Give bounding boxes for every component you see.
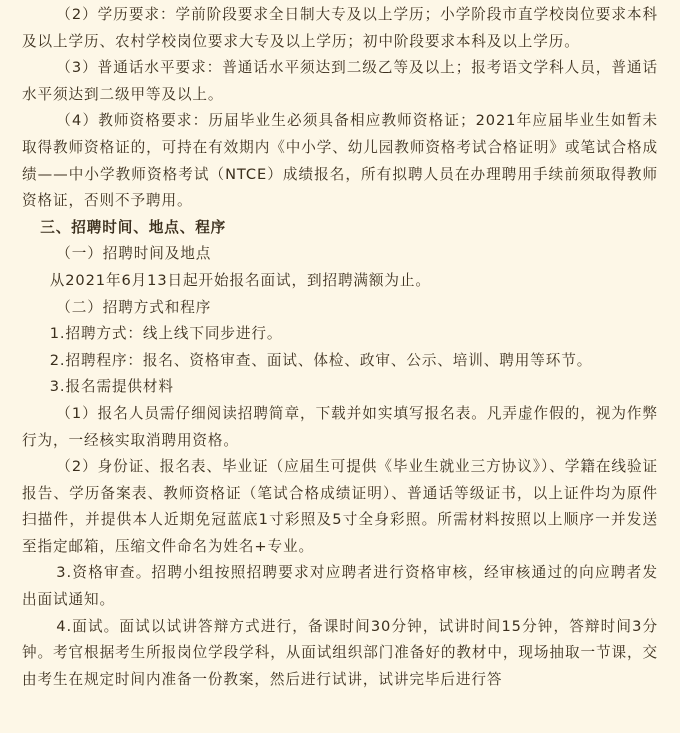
list-item-materials-form: （1）报名人员需仔细阅读招聘简章，下载并如实填写报名表。凡弄虚作假的，视为作弊行为，一经核实取消聘用资格。 (22, 404, 658, 449)
paragraph-education-requirement: （2）学历要求：学前阶段要求全日制大专及以上学历；小学阶段市直学校岗位要求本科及以上学历、农村学校岗位要求大专及以上学历；初中阶段要求本科及以上学历。 (22, 6, 658, 50)
paragraph-certificate-requirement: （4）教师资格要求：历届毕业生必须具备相应教师资格证；2021年应届毕业生如暂未取得教师资格证的，可持在有效期内《中小学、幼儿园教师资格考试合格证明》或笔试合格成绩——中小学教师资格考试（NTCE）成绩报名，所有拟聘人员在办理聘用手续前须取得教师资格证，否则不予聘用。 (22, 112, 658, 210)
list-item-interview: 4.面试。面试以试讲答辩方式进行，备课时间30分钟，试讲时间15分钟，答辩时间3分钟。考官根据考生所报岗位学段学科，从面试组织部门准备好的教材中，现场抽取一节课，交由考生在规定时间内准备一份教案，然后进行试讲，试讲完毕后进行答 (22, 617, 658, 688)
subsection-heading-method-procedure: （二）招聘方式和程序 (56, 298, 212, 316)
section-heading-recruitment-procedure: 三、招聘时间、地点、程序 (40, 218, 227, 236)
list-item-qualification-review: 3.资格审查。招聘小组按照招聘要求对应聘者进行资格审核，经审核通过的向应聘者发出面试通知。 (22, 564, 658, 609)
list-item-method: 1.招聘方式：线上线下同步进行。 (49, 325, 283, 343)
list-item-materials-documents: （2）身份证、报名表、毕业证（应届生可提供《毕业生就业三方协议》）、学籍在线验证报告、学历备案表、教师资格证（笔试合格成绩证明）、普通话等级证书，以上证件均为原件扫描件，并提供本人近期免冠蓝底1寸彩照及5寸全身彩照。所需材料按照以上顺序一并发送至指定邮箱，压缩文件命名为姓名+专业。 (22, 458, 658, 555)
paragraph-mandarin-requirement: （3）普通话水平要求：普通话水平须达到二级乙等及以上；报考语文学科人员，普通话水平须达到二级甲等及以上。 (22, 59, 658, 103)
subsection-heading-time-place: （一）招聘时间及地点 (56, 245, 212, 263)
list-item-materials-heading: 3.报名需提供材料 (49, 378, 174, 396)
paragraph-time-place: 从2021年6月13日起开始报名面试，到招聘满额为止。 (49, 271, 431, 289)
list-item-procedure: 2.招聘程序：报名、资格审查、面试、体检、政审、公示、培训、聘用等环节。 (49, 351, 593, 369)
